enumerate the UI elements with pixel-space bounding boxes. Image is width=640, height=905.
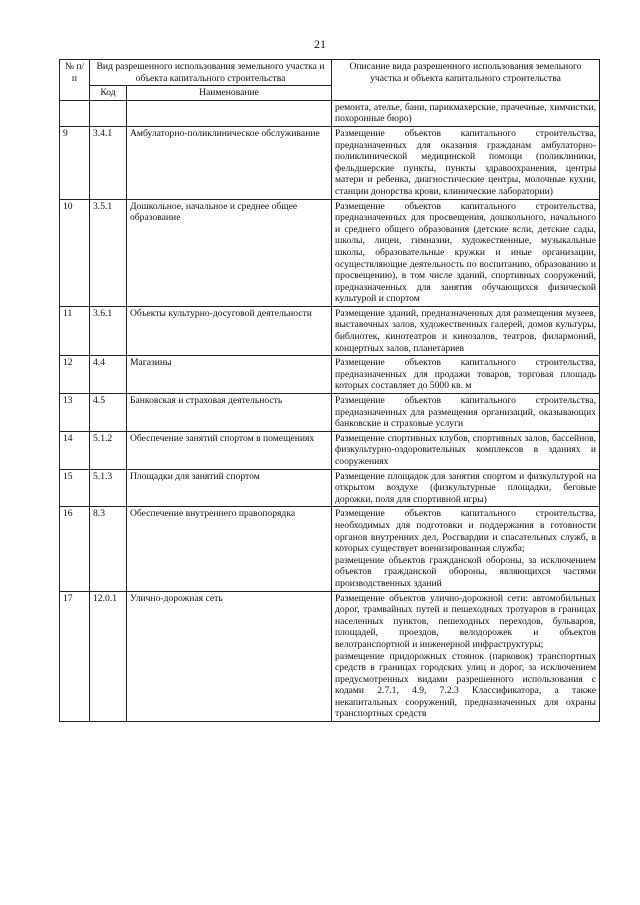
table-row (60, 591, 600, 722)
cell-code: 4.5 (90, 394, 127, 432)
cell-code: 5.1.2 (90, 431, 127, 469)
cell-description: Размещение объектов капитального строительства, предназначенных для просвещения, дошкольного, начального и среднего общего образования (детские ясли, детские сады, школы, лицеи, гимназии, художественные, музыкальные школы, образовательные кружки и иные организации, осуществляющие деятельность по воспитанию, образованию и просвещению), в том числе зданий, спортивных сооружений, предназначенных для занятия обучающихся физической культурой и спортом (332, 199, 600, 306)
cell-name: Обеспечение внутреннего правопорядка (127, 507, 332, 591)
table-row-continuation (60, 100, 600, 126)
table-row (60, 356, 600, 394)
cell-description: ремонта, ателье, бани, парикмахерские, прачечные, химчистки, похоронные бюро) (332, 100, 600, 126)
header-description: Описание вида разрешенного использования земельного участка и объекта капитального строительства (332, 60, 600, 101)
cell-code: 3.4.1 (90, 126, 127, 199)
cell-name (127, 100, 332, 126)
page-number: 21 (314, 37, 326, 51)
cell-name: Амбулаторно-поликлиническое обслуживание (127, 126, 332, 199)
cell-num: 16 (60, 507, 90, 591)
cell-description: Размещение объектов капитального строительства, предназначенных для размещения организаций, оказывающих банковские и страховые услуги (332, 394, 600, 432)
cell-code: 4.4 (90, 356, 127, 394)
header-num: № п/п (60, 60, 90, 101)
cell-description: Размещение площадок для занятия спортом и физкультурой на открытом воздухе (физкультурные площадки, беговые дорожки, поля для спортивной игры) (332, 469, 600, 507)
table-row (60, 306, 600, 355)
cell-name: Банковская и страховая деятельность (127, 394, 332, 432)
cell-description: Размещение объектов улично-дорожной сети: автомобильных дорог, трамвайных путей и пешеходных тротуаров в границах населенных пунктов, пешеходных переходов, бульваров, площадей, проездов, велодорожек и объектов велотранспортной и инженерной инфраструктуры; размещение придорожных стоянок (парковок) транспортных средств в границах городских улиц и дорог, за исключением предусмотренных видами разрешенного использования с кодами 2.7.1, 4.9, 7.2.3 Классификатора, а также некапитальных сооружений, предназначенных для охраны транспортных средств (332, 591, 600, 722)
table-row (60, 507, 600, 591)
table-row (60, 394, 600, 432)
cell-num: 10 (60, 199, 90, 306)
cell-code (90, 100, 127, 126)
cell-num: 12 (60, 356, 90, 394)
cell-name: Площадки для занятий спортом (127, 469, 332, 507)
cell-num: 9 (60, 126, 90, 199)
land-use-table (59, 59, 600, 722)
cell-description: Размещение спортивных клубов, спортивных залов, бассейнов, физкультурно-оздоровительных комплексов в зданиях и сооружениях (332, 431, 600, 469)
cell-num: 14 (60, 431, 90, 469)
cell-name: Обеспечение занятий спортом в помещениях (127, 431, 332, 469)
table-row (60, 469, 600, 507)
table-row (60, 126, 600, 199)
cell-code: 12.0.1 (90, 591, 127, 722)
cell-num (60, 100, 90, 126)
cell-name: Улично-дорожная сеть (127, 591, 332, 722)
cell-num: 15 (60, 469, 90, 507)
cell-name: Магазины (127, 356, 332, 394)
cell-num: 17 (60, 591, 90, 722)
cell-code: 8.3 (90, 507, 127, 591)
cell-description: Размещение объектов капитального строительства, необходимых для подготовки и поддержания в готовности органов внутренних дел, Росгвардии и спасательных служб, в которых существует военизированная служба; размещение объектов гражданской обороны, за исключением объектов гражданской обороны, являющихся частями производственных зданий (332, 507, 600, 591)
header-code: Код (90, 86, 127, 101)
header-name: Наименование (127, 86, 332, 101)
table-row (60, 199, 600, 306)
cell-name: Дошкольное, начальное и среднее общее образование (127, 199, 332, 306)
cell-name: Объекты культурно-досуговой деятельности (127, 306, 332, 355)
cell-num: 13 (60, 394, 90, 432)
cell-description: Размещение объектов капитального строительства, предназначенных для продажи товаров, торговая площадь которых составляет до 5000 кв. м (332, 356, 600, 394)
cell-description: Размещение объектов капитального строительства, предназначенных для оказания гражданам амбулаторно-поликлинической медицинской помощи (поликлиники, фельдшерские пункты, пункты здравоохранения, центры матери и ребенка, диагностические центры, молочные кухни, станции донорства крови, клинические лаборатории) (332, 126, 600, 199)
cell-code: 3.5.1 (90, 199, 127, 306)
table-row (60, 431, 600, 469)
cell-code: 5.1.3 (90, 469, 127, 507)
header-vid-group: Вид разрешенного использования земельного участка и объекта капитального строительства (90, 60, 332, 86)
cell-description: Размещение зданий, предназначенных для размещения музеев, выставочных залов, художественных галерей, домов культуры, библиотек, кинотеатров и кинозалов, театров, филармоний, концертных залов, планетариев (332, 306, 600, 355)
cell-code: 3.6.1 (90, 306, 127, 355)
cell-num: 11 (60, 306, 90, 355)
